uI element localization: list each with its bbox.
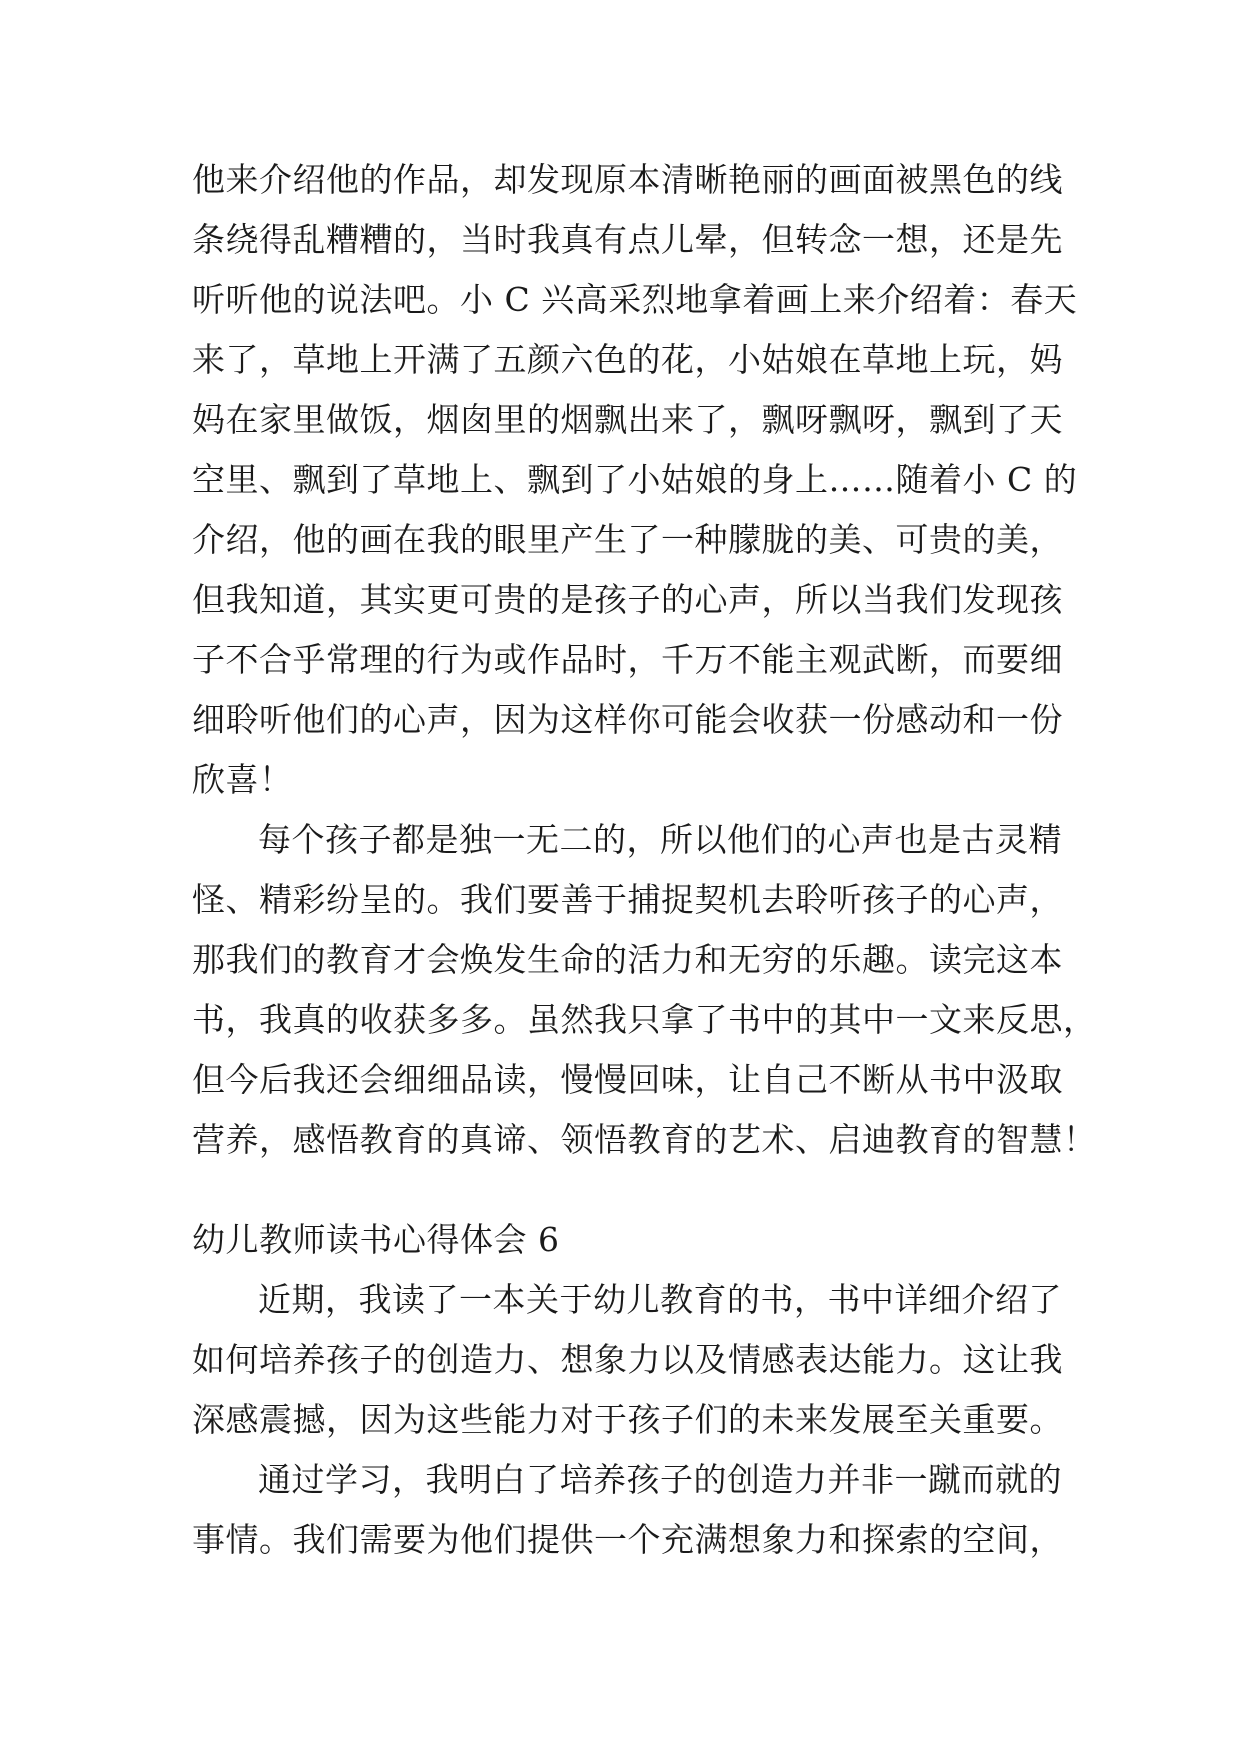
text-line: 细聆听他们的心声，因为这样你可能会收获一份感动和一份 [192,700,1063,739]
text-line: 怪、精彩纷呈的。我们要善于捕捉契机去聆听孩子的心声， [192,880,1063,919]
text-line: 条绕得乱糟糟的，当时我真有点儿晕，但转念一想，还是先 [192,220,1063,259]
text-line: 但今后我还会细细品读，慢慢回味，让自己不断从书中汲取 [192,1060,1063,1099]
text-line: 近期，我读了一本关于幼儿教育的书，书中详细介绍了 [258,1280,1062,1319]
text-line: 通过学习，我明白了培养孩子的创造力并非一蹴而就的 [258,1460,1062,1499]
text-line: 来了，草地上开满了五颜六色的花，小姑娘在草地上玩，妈 [192,340,1063,379]
section-heading: 幼儿教师读书心得体会 6 [192,1220,560,1259]
text-line: 深感震撼，因为这些能力对于孩子们的未来发展至关重要。 [192,1400,1063,1439]
text-line: 听听他的说法吧。小 C 兴高采烈地拿着画上来介绍着：春天 [192,280,1078,319]
text-line: 子不合乎常理的行为或作品时，千万不能主观武断，而要细 [192,640,1063,679]
text-line: 妈在家里做饭，烟囱里的烟飘出来了，飘呀飘呀，飘到了天 [192,400,1063,439]
text-line: 他来介绍他的作品，却发现原本清晰艳丽的画面被黑色的线 [192,160,1063,199]
text-line: 欣喜！ [192,760,293,799]
text-line: 空里、飘到了草地上、飘到了小姑娘的身上……随着小 C 的 [192,460,1078,499]
text-line: 营养，感悟教育的真谛、领悟教育的艺术、启迪教育的智慧！ [192,1120,1097,1159]
text-line: 如何培养孩子的创造力、想象力以及情感表达能力。这让我 [192,1340,1063,1379]
text-line: 事情。我们需要为他们提供一个充满想象力和探索的空间， [192,1520,1063,1559]
text-line: 每个孩子都是独一无二的，所以他们的心声也是古灵精 [258,820,1062,859]
text-line: 那我们的教育才会焕发生命的活力和无穷的乐趣。读完这本 [192,940,1063,979]
text-line: 书，我真的收获多多。虽然我只拿了书中的其中一文来反思， [192,1000,1097,1039]
text-line: 介绍，他的画在我的眼里产生了一种朦胧的美、可贵的美， [192,520,1063,559]
text-line: 但我知道，其实更可贵的是孩子的心声，所以当我们发现孩 [192,580,1063,619]
